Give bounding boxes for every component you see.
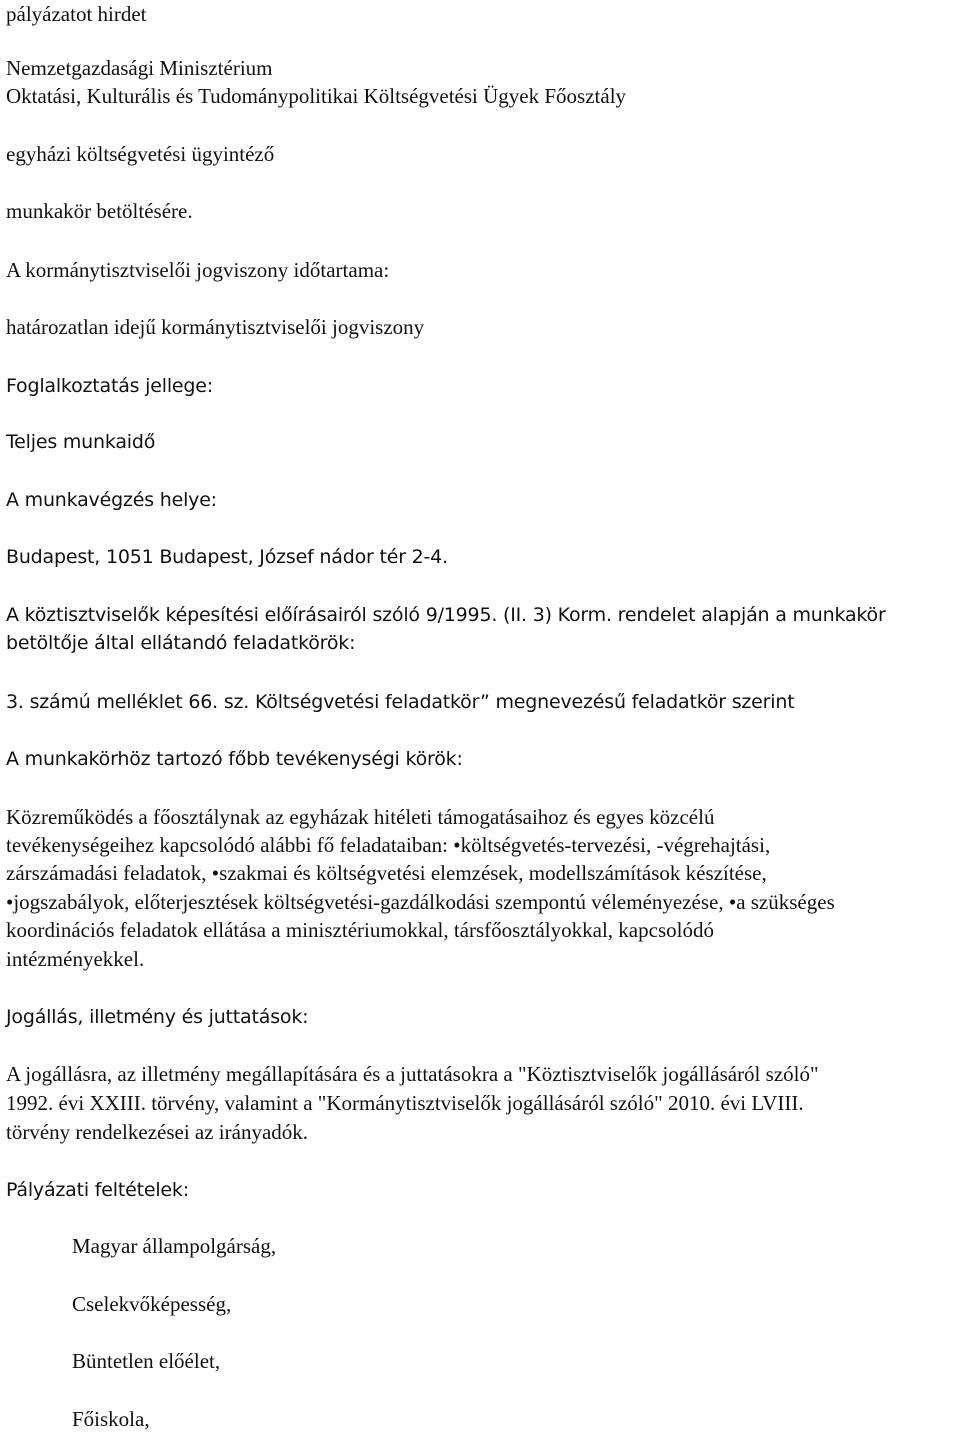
doc-line: A köztisztviselők képesítési előírásairól szóló 9/1995. (II. 3) Korm. rendelet alapján a munkakör	[6, 604, 886, 626]
doc-line: határozatlan idejű kormánytisztviselői jogviszony	[6, 315, 425, 339]
doc-line: Foglalkoztatás jellege:	[6, 375, 213, 397]
section-heading: Pályázati feltételek:	[6, 1179, 189, 1201]
doc-line: pályázatot hirdet	[6, 2, 147, 26]
bullet-mark-icon	[2, 1288, 20, 1318]
list-item-text: Cselekvőképesség,	[72, 1292, 232, 1316]
doc-line: •jogszabályok, előterjesztések költségvetési-gazdálkodási szempontú véleményezése, •a szükséges	[6, 890, 835, 914]
doc-line: Közreműködés a főosztálynak az egyházak hitéleti támogatásaihoz és egyes közcélú	[6, 805, 715, 829]
list-item-text: Főiskola,	[72, 1407, 150, 1431]
list-item-text: Büntetlen előélet,	[72, 1349, 221, 1373]
section-heading: Jogállás, illetmény és juttatások:	[6, 1006, 309, 1028]
doc-line: zárszámadási feladatok, •szakmai és költségvetési elemzések, modellszámítások készítése,	[6, 861, 767, 885]
doc-line: A kormánytisztviselői jogviszony időtartama:	[6, 258, 390, 282]
doc-line: törvény rendelkezései az irányadók.	[6, 1120, 309, 1144]
doc-line: tevékenységeihez kapcsolódó alábbi fő feladataiban: •költségvetés-tervezési, -végrehajtási,	[6, 833, 771, 857]
doc-line: intézményekkel.	[6, 947, 145, 971]
bullet-mark-icon	[2, 1403, 20, 1433]
doc-line: Oktatási, Kulturális és Tudománypolitikai Költségvetési Ügyek Főosztály	[6, 84, 627, 108]
doc-line: 1992. évi XXIII. törvény, valamint a "Kormánytisztviselők jogállásáról szóló" 2010. évi LVIII.	[6, 1091, 804, 1115]
doc-line: betöltője által ellátandó feladatkörök:	[6, 632, 356, 654]
bullet-mark-icon	[2, 1230, 20, 1260]
doc-line: A jogállásra, az illetmény megállapítására és a juttatásokra a "Köztisztviselők jogállásáról szóló"	[6, 1062, 819, 1086]
doc-line: egyházi költségvetési ügyintéző	[6, 142, 275, 166]
doc-line: Budapest, 1051 Budapest, József nádor tér 2-4.	[6, 546, 448, 568]
list-item-text: Magyar állampolgárság,	[72, 1234, 277, 1258]
doc-line: koordinációs feladatok ellátása a minisztériumokkal, társfőosztályokkal, kapcsolódó	[6, 918, 714, 942]
section-heading: A munkakörhöz tartozó főbb tevékenységi körök:	[6, 748, 463, 770]
doc-line: A munkavégzés helye:	[6, 489, 217, 511]
bullet-mark-icon	[2, 1345, 20, 1375]
doc-line: Teljes munkaidő	[6, 431, 156, 453]
doc-line: Nemzetgazdasági Minisztérium	[6, 56, 273, 80]
doc-line: munkakör betöltésére.	[6, 199, 193, 223]
doc-line: 3. számú melléklet 66. sz. Költségvetési feladatkör” megnevezésű feladatkör szerint	[6, 691, 795, 713]
